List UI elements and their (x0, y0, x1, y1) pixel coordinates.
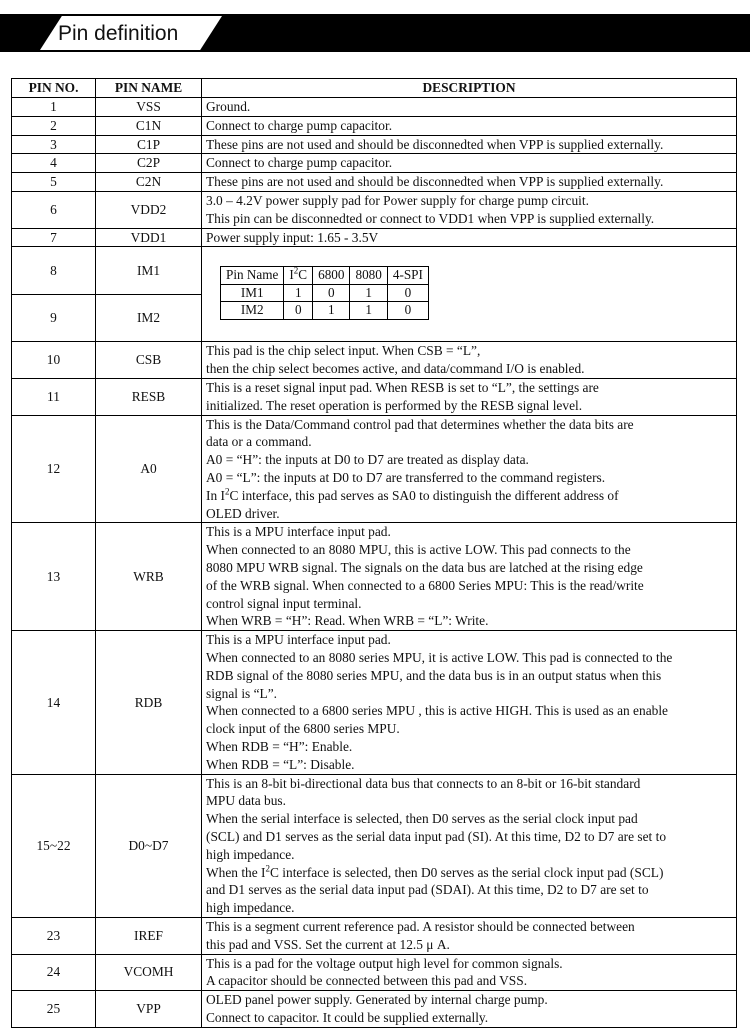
pin-number: 15~22 (12, 774, 96, 917)
pin-name: IM1 (96, 247, 202, 295)
pin-name: VSS (96, 98, 202, 117)
pin-description: This is a segment current reference pad. A resistor should be connected between this pad and VSS. Set the current at 12.5 μ A. (202, 917, 737, 954)
pin-number: 12 (12, 415, 96, 523)
pin-definition-table (11, 78, 737, 1028)
im-8080-value: 1 (350, 302, 387, 320)
pin-description: Connect to charge pump capacitor. (202, 154, 737, 173)
page-title: Pin definition (58, 22, 179, 45)
interface-mode-table (220, 266, 429, 320)
pin-number: 7 (12, 228, 96, 247)
pin-description-part: This is the Data/Command control pad that determines whether the data bits are data or a command. A0 = “H”: the inputs at D0 to D7 are treated as display data. A0 = “L”: the inputs at D0 to D7 are transferred to the command registers. In I (206, 416, 634, 503)
table-row (12, 415, 737, 523)
im-i2c-value: 1 (284, 284, 313, 302)
im-pin: IM2 (221, 302, 284, 320)
pin-name: A0 (96, 415, 202, 523)
pin-number: 9 (12, 294, 96, 342)
im-8080-value: 1 (350, 284, 387, 302)
pin-description: This pad is the chip select input. When CSB = “L”, then the chip select becomes active, and data/command I/O is enabled. (202, 342, 737, 379)
pin-name: CSB (96, 342, 202, 379)
table-row (12, 116, 737, 135)
table-row (12, 98, 737, 117)
pin-name: C1P (96, 135, 202, 154)
table-row (12, 154, 737, 173)
pin-description: Power supply input: 1.65 - 3.5V (202, 228, 737, 247)
im-header-4spi: 4-SPI (387, 267, 428, 285)
im-pin: IM1 (221, 284, 284, 302)
pin-description: This is a pad for the voltage output high level for common signals. A capacitor should be connected between this pad and VSS. (202, 954, 737, 991)
pin-number: 14 (12, 631, 96, 774)
table-row (12, 774, 737, 917)
im-header-i2c-c: C (298, 267, 308, 283)
pin-name: VCOMH (96, 954, 202, 991)
i2c-superscript: 2 (265, 863, 270, 874)
table-row (12, 228, 737, 247)
im-header-i2c-i: I (289, 267, 294, 283)
im-header-i2c-superscript: 2 (293, 265, 299, 276)
table-header-row (12, 79, 737, 98)
pin-number: 11 (12, 379, 96, 416)
pin-name: C2P (96, 154, 202, 173)
interface-mode-header-row (221, 267, 429, 285)
im-header-6800: 6800 (313, 267, 350, 285)
pin-number: 6 (12, 191, 96, 228)
im-i2c-value: 0 (284, 302, 313, 320)
pin-name: VPP (96, 991, 202, 1028)
pin-name: VDD2 (96, 191, 202, 228)
pin-number: 13 (12, 523, 96, 631)
pin-name: RDB (96, 631, 202, 774)
column-header-pin-name: PIN NAME (96, 79, 202, 98)
table-row (12, 173, 737, 192)
pin-description-part: C interface is selected, then D0 serves as the serial clock input pad (SCL) and D1 serves as the serial data input pad (SDAI). At this time, D2 to D7 are set to high impedance. (206, 864, 664, 916)
table-row (12, 247, 737, 295)
pin-description-part: C interface, this pad serves as SA0 to distinguish the different address of OLED driver. (206, 487, 619, 521)
pin-description: This is a MPU interface input pad. When connected to an 8080 series MPU, it is active LOW. This pad is connected to the RDB signal of the 8080 series MPU, and the data bus is in an output status when this signal is “L”. When connected to a 6800 series MPU , this is active HIGH. This is used as an enable clock input of the 6800 series MPU. When RDB = “H”: Enable. When RDB = “L”: Disable. (202, 631, 737, 774)
pin-description: These pins are not used and should be disconnedted when VPP is supplied externally. (202, 173, 737, 192)
interface-mode-row-im2 (221, 302, 429, 320)
pin-name: IM2 (96, 294, 202, 342)
column-header-pin-no: PIN NO. (12, 79, 96, 98)
column-header-description: DESCRIPTION (202, 79, 737, 98)
table-row (12, 379, 737, 416)
pin-description: 3.0 – 4.2V power supply pad for Power supply for charge pump circuit. This pin can be disconnedted or connect to VDD1 when VPP is supplied externally. (202, 191, 737, 228)
table-row (12, 342, 737, 379)
im-4spi-value: 0 (387, 284, 428, 302)
pin-number: 8 (12, 247, 96, 295)
pin-description (202, 415, 737, 523)
pin-number: 2 (12, 116, 96, 135)
im-header-pin-name: Pin Name (221, 267, 284, 285)
pin-name: C2N (96, 173, 202, 192)
pin-name: D0~D7 (96, 774, 202, 917)
pin-description: This is a reset signal input pad. When RESB is set to “L”, the settings are initialized. The reset operation is performed by the RESB signal level. (202, 379, 737, 416)
table-row (12, 135, 737, 154)
pin-number: 5 (12, 173, 96, 192)
pin-name: C1N (96, 116, 202, 135)
im-4spi-value: 0 (387, 302, 428, 320)
pin-number: 23 (12, 917, 96, 954)
table-row (12, 991, 737, 1028)
pin-description: Ground. (202, 98, 737, 117)
table-row (12, 631, 737, 774)
pin-description: OLED panel power supply. Generated by internal charge pump. Connect to capacitor. It could be supplied externally. (202, 991, 737, 1028)
pin-description (202, 774, 737, 917)
pin-description: These pins are not used and should be disconnedted when VPP is supplied externally. (202, 135, 737, 154)
im-header-i2c (284, 267, 313, 285)
im-6800-value: 1 (313, 302, 350, 320)
pin-number: 10 (12, 342, 96, 379)
pin-name: WRB (96, 523, 202, 631)
pin-name: RESB (96, 379, 202, 416)
pin-number: 25 (12, 991, 96, 1028)
table-row (12, 191, 737, 228)
pin-name: VDD1 (96, 228, 202, 247)
pin-number: 24 (12, 954, 96, 991)
pin-number: 3 (12, 135, 96, 154)
interface-mode-row-im1 (221, 284, 429, 302)
pin-number: 4 (12, 154, 96, 173)
i2c-superscript: 2 (224, 486, 230, 497)
table-row (12, 917, 737, 954)
table-row (12, 954, 737, 991)
im-header-8080: 8080 (350, 267, 387, 285)
interface-mode-cell (202, 247, 737, 342)
pin-description: Connect to charge pump capacitor. (202, 116, 737, 135)
table-row (12, 523, 737, 631)
pin-description-part: This is an 8-bit bi-directional data bus that connects to an 8-bit or 16-bit standard MPU data bus. When the serial interface is selected, then D0 serves as the serial clock input pad (SCL) and D1 serves as the serial data input pad (SI). At this time, D2 to D7 are set to high impedance. When the I (206, 775, 667, 880)
pin-description: This is a MPU interface input pad. When connected to an 8080 MPU, this is active LOW. This pad connects to the 8080 MPU WRB signal. The signals on the data bus are latched at the rising edge of the WRB signal. When connected to a 6800 Series MPU: This is the read/write control signal input terminal. When WRB = “H”: Read. When WRB = “L”: Write. (202, 523, 737, 631)
pin-number: 1 (12, 98, 96, 117)
pin-name: IREF (96, 917, 202, 954)
im-6800-value: 0 (313, 284, 350, 302)
